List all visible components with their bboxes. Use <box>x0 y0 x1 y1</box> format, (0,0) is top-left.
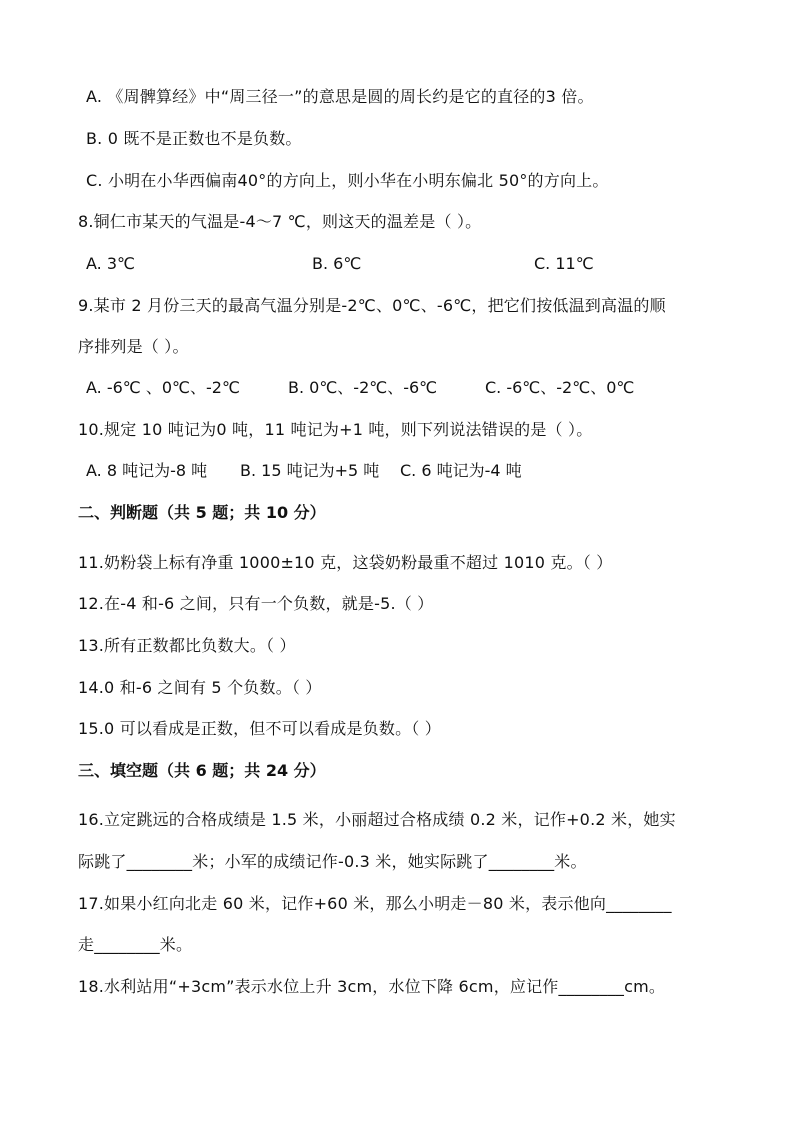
q7-option-c: C. 小明在小华西偏南40°的方向上，则小华在小明东偏北 50°的方向上。 <box>86 171 609 190</box>
q17-line1: 17.如果小红向北走 60 米，记作+60 米，那么小明走－80 米，表示他向________ <box>78 894 672 913</box>
q7-option-b: B. 0 既不是正数也不是负数。 <box>86 129 302 148</box>
q10-option-b: B. 15 吨记为+5 吨 <box>240 461 380 480</box>
q12: 12.在-4 和-6 之间，只有一个负数，就是-5.（ ） <box>78 594 434 613</box>
section2-heading: 二、判断题（共 5 题；共 10 分） <box>78 503 326 522</box>
q8-option-c: C. 11℃ <box>534 254 594 273</box>
q9-stem-line2: 序排列是（ ）。 <box>78 337 189 356</box>
q9-option-c: C. -6℃、-2℃、0℃ <box>485 378 635 397</box>
q17-line2: 走________米。 <box>78 935 193 954</box>
q16-line2: 际跳了________米；小军的成绩记作-0.3 米，她实际跳了________米。 <box>78 852 587 871</box>
q10-option-a: A. 8 吨记为-8 吨 <box>86 461 208 480</box>
q14: 14.0 和-6 之间有 5 个负数。（ ） <box>78 678 322 697</box>
q13: 13.所有正数都比负数大。（ ） <box>78 636 296 655</box>
q16-line1: 16.立定跳远的合格成绩是 1.5 米，小丽超过合格成绩 0.2 米，记作+0.2 米，她实 <box>78 810 676 829</box>
q7-option-a: A. 《周髀算经》中“周三径一”的意思是圆的周长约是它的直径的3 倍。 <box>86 87 594 106</box>
q9-option-b: B. 0℃、-2℃、-6℃ <box>288 378 438 397</box>
q11: 11.奶粉袋上标有净重 1000±10 克，这袋奶粉最重不超过 1010 克。（ ） <box>78 553 613 572</box>
q15: 15.0 可以看成是正数，但不可以看成是负数。（ ） <box>78 719 441 738</box>
q9-option-a: A. -6℃ 、0℃、-2℃ <box>86 378 240 397</box>
q10-stem: 10.规定 10 吨记为0 吨，11 吨记为+1 吨，则下列说法错误的是（ ）。 <box>78 420 593 439</box>
q10-option-c: C. 6 吨记为-4 吨 <box>400 461 522 480</box>
q18: 18.水利站用“+3cm”表示水位上升 3cm，水位下降 6cm，应记作________cm。 <box>78 977 666 996</box>
q9-stem-line1: 9.某市 2 月份三天的最高气温分别是-2℃、0℃、-6℃，把它们按低温到高温的顺 <box>78 296 666 315</box>
q8-option-a: A. 3℃ <box>86 254 135 273</box>
q8-stem: 8.铜仁市某天的气温是-4～7 ℃，则这天的温差是（ ）。 <box>78 212 482 231</box>
q8-option-b: B. 6℃ <box>312 254 362 273</box>
section3-heading: 三、填空题（共 6 题；共 24 分） <box>78 761 326 780</box>
